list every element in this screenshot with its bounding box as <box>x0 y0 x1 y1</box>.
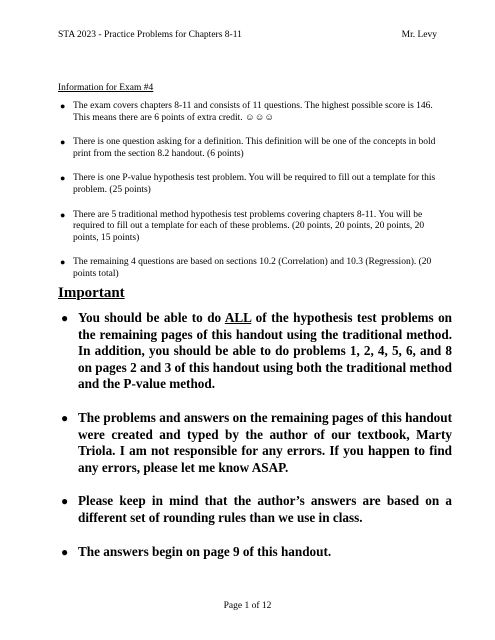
page-number: Page 1 of 12 <box>223 601 272 611</box>
bullet-icon: ● <box>60 101 66 111</box>
list-item <box>58 137 450 160</box>
list-item <box>58 493 452 526</box>
list-item <box>58 173 450 196</box>
bullet-icon: ● <box>60 137 66 148</box>
course-title: STA 2023 - Practice Problems for Chapters 8-11 <box>58 30 242 40</box>
list-item-text: The problems and answers on the remaining pages of this handout were created and typed by the author of our textbook, Marty Triola. I am not responsible for any errors. If you happen to find any errors, please let me know ASAP. <box>78 409 452 475</box>
list-item-text-end: of the hypothesis test problems on the remaining pages of this handout using the traditional method. In addition, you should be able to do problems 1, 2, 4, 5, 6, and 8 on pages 2 and 3 of this handout using both the traditional method and the P-value method. <box>78 310 453 392</box>
emphasis-all: ALL <box>224 310 252 325</box>
list-item <box>58 210 450 245</box>
page-header <box>58 30 437 40</box>
important-list <box>58 310 452 577</box>
bullet-icon: ● <box>60 209 66 220</box>
important-heading: Important <box>58 285 125 301</box>
list-item <box>58 101 450 124</box>
bullet-icon: ● <box>61 311 69 325</box>
list-item-text: The exam covers chapters 8-11 and consists of 11 questions. The highest possible score is 146. This means there are 6 points of extra credit. ☺☺☺ <box>73 101 433 123</box>
list-item-text: There is one question asking for a definition. This definition will be one of the concepts in bold print from the section 8.2 handout. (6 points) <box>73 137 436 159</box>
list-item <box>58 544 452 561</box>
bullet-icon: ● <box>61 494 69 509</box>
list-item <box>58 410 452 476</box>
list-item-text: There are 5 traditional method hypothesis test problems covering chapters 8-11. You will be required to fill out a template for each of these problems. (20 points, 20 points, 20 points, 20 points, 15 points) <box>73 209 425 243</box>
exam-info-title: Information for Exam #4 <box>58 83 154 93</box>
bullet-icon: ● <box>61 410 69 425</box>
instructor-name: Mr. Levy <box>401 30 437 40</box>
exam-info-list <box>58 101 450 294</box>
bullet-icon: ● <box>60 173 66 184</box>
list-item <box>58 310 452 393</box>
list-item-text: There is one P-value hypothesis test problem. You will be required to fill out a template for this problem. (25 points) <box>73 173 436 195</box>
list-item <box>58 257 450 280</box>
list-item-text: The answers begin on page 9 of this handout. <box>78 543 332 559</box>
bullet-icon: ● <box>60 257 66 268</box>
bullet-icon: ● <box>61 544 69 559</box>
list-item-text: The remaining 4 questions are based on sections 10.2 (Correlation) and 10.3 (Regression). (20 points total) <box>73 257 432 279</box>
list-item-text-start: You should be able to do <box>78 310 225 325</box>
list-item-text: Please keep in mind that the author’s answers are based on a different set of rounding rules than we use in class. <box>78 493 452 525</box>
